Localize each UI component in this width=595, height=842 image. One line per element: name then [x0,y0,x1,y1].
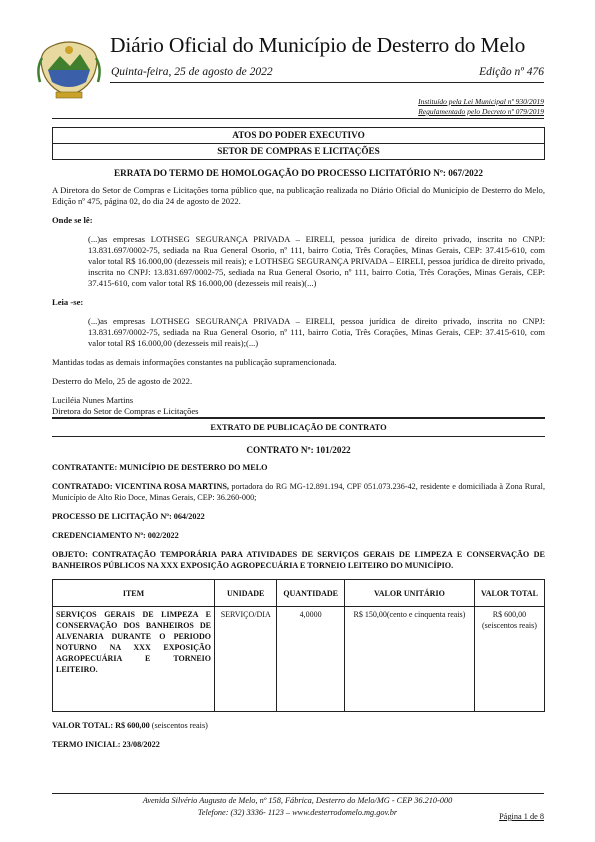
signer-name: Luciléia Nunes Martins [52,395,134,405]
credenciamento: CREDENCIAMENTO Nº: 002/2022 [52,531,179,540]
cell-item: SERVIÇOS GERAIS DE LIMPEZA E CONSERVAÇÃO DOS BANHEIROS DE ALVENARIA DURANTE O PERIODO NOTURNO NA XXX EXPOSIÇÃO AGROPECUÁRIA E TORNEIO LEITEIRO. [53,607,215,712]
contract-items-table [52,579,545,712]
newspaper-title: Diário Oficial do Município de Desterro do Melo [110,33,526,57]
errata-title: ERRATA DO TERMO DE HOMOLOGAÇÃO DO PROCESSO LICITATÓRIO Nº: 067/2022 [114,168,483,178]
section-title-executive: ATOS DO PODER EXECUTIVO [52,127,545,144]
valor-total: VALOR TOTAL: R$ 600,00 (seiscentos reais) [52,721,208,730]
section-title-purchasing: SETOR DE COMPRAS E LICITAÇÕES [52,144,545,160]
header [0,0,595,120]
table-row [53,607,545,712]
leia-label: Leia -se: [52,297,84,307]
cell-valor-total: R$ 600,00 (seiscentos reais) [474,607,544,712]
col-valor-unitario: VALOR UNITÁRIO [344,580,474,607]
contratado: CONTRATADO: VICENTINA ROSA MARTINS, portadora do RG MG-12.891.194, CPF 051.073.236-42, residente e domiciliada à Zona Rural, Município de Alto Rio Doce, Minas Gerais, CEP: 36.260-000; [52,482,545,502]
cell-unidade: SERVIÇO/DIA [215,607,277,712]
termo-inicial: TERMO INICIAL: 23/08/2022 [52,740,160,749]
col-unidade: UNIDADE [215,580,277,607]
contract-number: CONTRATO Nº: 101/2022 [246,445,351,455]
objeto: OBJETO: CONTRATAÇÃO TEMPORÁRIA PARA ATIVIDADES DE SERVIÇOS GERAIS DE LIMPEZA E CONSERVAÇÃO DE BANHEIROS PÚBLICOS NA XXX EXPOSIÇÃO AGROPECUÁRIA E TORNEIO LEITEIRO DO MUNICÍPIO. [52,550,545,570]
edition-number: Edição nº 476 [479,66,544,78]
onde-label: Onde se lê: [52,215,93,225]
leia-text: (...)as empresas LOTHSEG SEGURANÇA PRIVADA – EIRELI, pessoa jurídica de direito privado, inscrita no CNPJ: 13.831.697/0002-75, sediada na Rua General Osorio, nº 111, bairro Cotia, Três Corações, Minas Gerais, CEP: 37.415-610, com valor total R$ 16.000,00 (dezesseis mil reais);(...) [88,316,545,348]
extrato-title: EXTRATO DE PUBLICAÇÃO DE CONTRATO [52,418,545,437]
processo: PROCESSO DE LICITAÇÃO Nº: 064/2022 [52,512,205,521]
footer-divider [52,793,544,794]
signer-role: Diretora do Setor de Compras e Licitações [52,406,545,418]
cell-quantidade: 4,0000 [277,607,345,712]
header-divider [110,82,544,83]
col-quantidade: QUANTIDADE [277,580,345,607]
onde-text: (...)as empresas LOTHSEG SEGURANÇA PRIVADA – EIRELI, pessoa jurídica de direito privado, inscrita no CNPJ: 13.831.697/0002-75, sediada na Rua General Osorio, nº 111, bairro Cotia, Três Corações, Minas Gerais, CEP: 37.415-610, com valor total R$ 16.000,00 (dezesseis mil reais); e LOTHSEG SEGURANÇA PRIVADA – EIRELI, pessoa jurídica de direito privado, inscrita no CNPJ: 13.831.697/0002-75, sediada na Rua General Osorio, nº 111, bairro Cotia, Três Corações, Minas Gerais, CEP: 37.415-610, com valor total R$ 16.000,00 (dezesseis mil reais)(...) [88,234,545,288]
col-valor-total: VALOR TOTAL [474,580,544,607]
footer-contact: Telefone: (32) 3336- 1123 – www.desterrodomelo.mg.gov.br [197,808,398,817]
coat-of-arms-logo [34,38,104,100]
place-date: Desterro do Melo, 25 de agosto de 2022. [52,376,193,386]
issue-date: Quinta-feira, 25 de agosto de 2022 [111,66,273,78]
header-bottom-divider [52,118,544,119]
table-header-row [53,580,545,607]
mantidas-text: Mantidas todas as demais informações constantes na publicação supramencionada. [52,357,337,367]
cell-valor-unitario: R$ 150,00(cento e cinquenta reais) [344,607,474,712]
page-number: Página 1 de 8 [499,812,544,821]
footer-address: Avenida Silvério Augusto de Melo, nº 158, Fábrica, Desterro do Melo/MG - CEP 36.210-000 [142,796,453,805]
contratante: CONTRATANTE: MUNICÍPIO DE DESTERRO DO MELO [52,463,268,472]
legal-reference-decree: Regulamentado pelo Decreto nº 079/2019 [418,107,544,116]
legal-reference-law: Instituído pela Lei Municipal nº 930/2019 [418,97,544,106]
main-content [52,127,545,758]
col-item: ITEM [53,580,215,607]
errata-intro: A Diretora do Setor de Compras e Licitações torna público que, na publicação realizada no Diário Oficial do Município de Desterro do Melo, Edição nº 475, página 02, do dia 24 de agosto de 2022. [52,185,545,206]
